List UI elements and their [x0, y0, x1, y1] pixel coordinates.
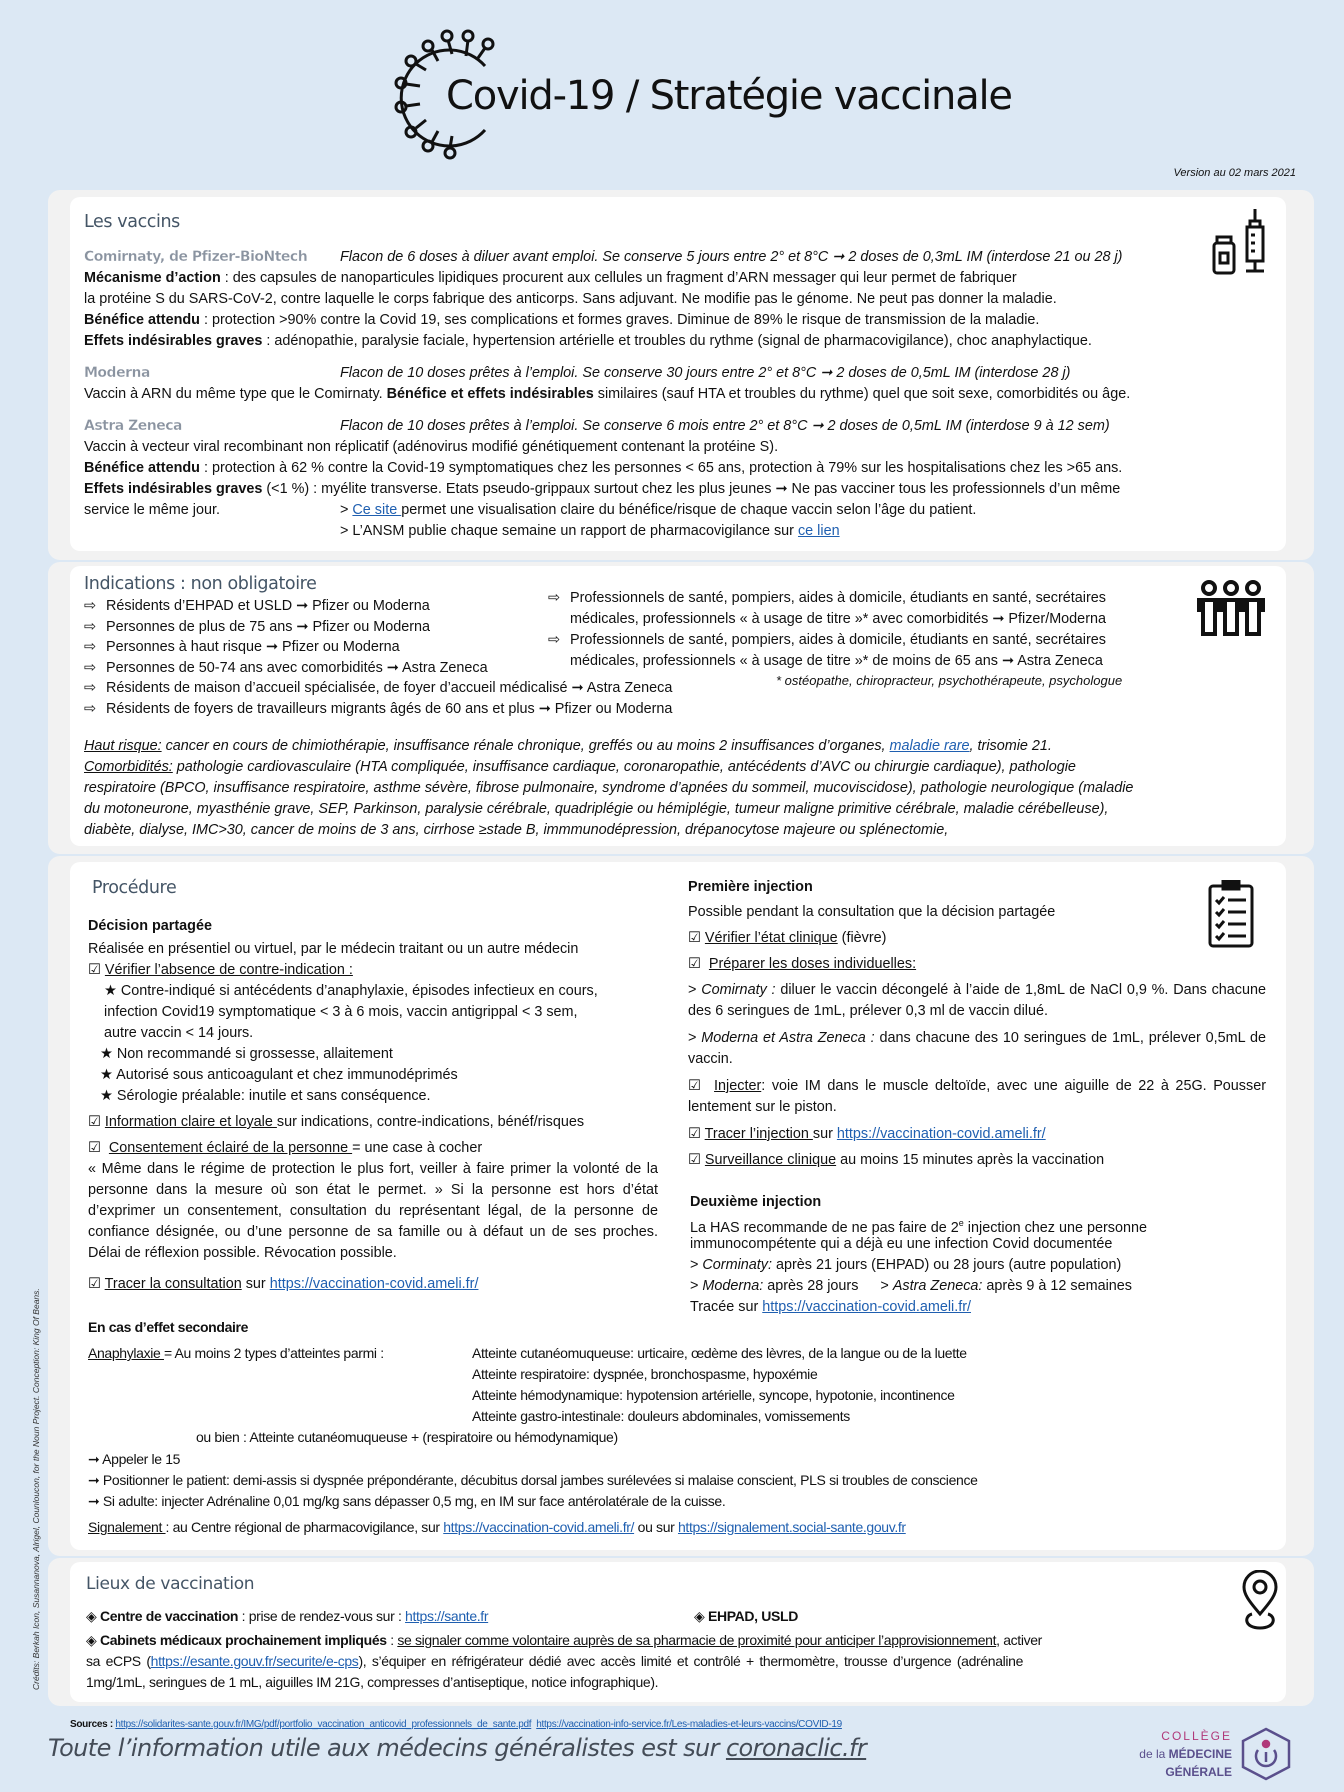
vaccine-astra-name: Astra Zeneca — [84, 418, 182, 434]
section-title: Procédure — [92, 878, 177, 898]
ehpad-usld: ◈ EHPAD, USLD — [694, 1608, 798, 1624]
comorbidites-def: Comorbidités: pathologie cardiovasculaire (HTA compliquée, insuffisance cardiaque, coronaropathie, antécédents d’AVC ou chirurgie cardiaque), pathologie — [84, 759, 1076, 775]
moderna-description: Vaccin à ARN du même type que le Comirnaty. Bénéfice et effets indésirables similaires (sauf HTA et troubles du rythme) quel que soit sexe, comorbidités ou âge. — [84, 386, 1131, 402]
indication-left-item: ⇨ Résidents de maison d’accueil spécialisée, de foyer d’accueil médicalisé ➞ Astra Zeneca — [84, 678, 672, 699]
ci-item-cont: autre vaccin < 14 jours. — [104, 1025, 254, 1041]
checkbox-icon: ☑ — [688, 1126, 701, 1142]
indication-right-item-cont: médicales, professionnels « à usage de titre »* de moins de 65 ans ➞ Astra Zeneca — [570, 653, 1103, 669]
astra-adverse: Effets indésirables graves (<1 %) : myélite transverse. Etats pseudo-grippaux surtout chez les plus jeunes ➞ Ne pas vacciner tous les professionnels d’un même — [84, 481, 1121, 497]
ansm-note: > L’ANSM publie chaque semaine un rapport de pharmacovigilance sur ce lien — [340, 523, 840, 539]
decision-title: Décision partagée — [88, 918, 212, 934]
coronaclic-link[interactable]: coronaclic.fr — [725, 1734, 867, 1762]
atteinte-item: Atteinte cutanéomuqueuse: urticaire, œdème des lèvres, de la langue ou de la luette — [472, 1345, 967, 1361]
cabinets-medicaux-cont: sa eCPS (https://esante.gouv.fr/securite/e-cps), s’équiper en réfrigérateur dédié avec accès limité et contrôlé + thermomètre, trousse d’urgence (adrénaline — [86, 1653, 1024, 1669]
comirnaty-benefit: Bénéfice attendu : protection >90% contre la Covid 19, ses complications et formes graves. Diminue de 89% le risque de transmission de la maladie. — [84, 312, 1040, 328]
indication-left-item: ⇨ Personnes de plus de 75 ans ➞ Pfizer ou Moderna — [84, 617, 430, 638]
comirnaty-adverse: Effets indésirables graves : adénopathie, paralysie faciale, hypertension artérielle et troubles du rythme (signal de pharmacovigilance), choc anaphylactique. — [84, 333, 1092, 349]
check-tracer-injection: ☑ Tracer l’injection sur https://vaccination-covid.ameli.fr/ — [688, 1126, 1046, 1142]
star-icon: ★ — [100, 1046, 113, 1062]
vial-syringe-icon — [1210, 209, 1272, 283]
credits: Crédits: Berkah Icon, Susannanova, Alrigel, Counloucon, for the Noun Project. Conception: King Of Beans. — [31, 1288, 41, 1690]
section-title: Indications : non obligatoire — [84, 574, 317, 594]
check-consent: ☑ Consentement éclairé de la personne = une case à cocher — [88, 1140, 483, 1156]
tagline: Toute l’information utile aux médecins généralistes est sur coronaclic.fr — [48, 1734, 867, 1762]
centre-vaccination: ◈ Centre de vaccination : prise de rendez-vous sur : https://sante.fr — [86, 1608, 489, 1624]
star-icon: ★ — [100, 1088, 113, 1104]
checkbox-icon: ☑ — [88, 1140, 101, 1156]
indication-left-item: ⇨ Résidents de foyers de travailleurs migrants âgés de 60 ans et plus ➞ Pfizer ou Moderna — [84, 699, 672, 720]
ci-item-cont: infection Covid19 symptomatique < 3 à 6 mois, vaccin antigrippal < 3 sem, — [104, 1004, 578, 1020]
checkbox-icon: ☑ — [688, 930, 701, 946]
astra-adverse-cont: service le même jour. — [84, 502, 220, 518]
checkbox-icon: ☑ — [688, 956, 701, 972]
vaccins-section — [70, 197, 1286, 551]
indication-right-item-cont: médicales, professionnels « à usage de titre »* avec comorbidités ➞ Pfizer/Moderna — [570, 611, 1106, 627]
source-link[interactable]: https://solidarites-sante.gouv.fr/IMG/pdf/portfolio_vaccination_anticovid_professionnels_de_sante.pdf — [115, 1719, 532, 1730]
vaccine-comirnaty-spec: Flacon de 6 doses à diluer avant emploi. Se conserve 5 jours entre 2° et 8°C ➞ 2 doses de 0,3mL IM (interdose 21 ou 28 j) — [340, 249, 1123, 265]
comirnaty-mechanism: Mécanisme d’action : des capsules de nanoparticules lipidiques procurent aux cellules un fragment d’ARN messager qui leur permet de fabriquer — [84, 270, 1017, 286]
ce-lien-link[interactable]: ce lien — [797, 523, 840, 539]
prep-moderna-astra: > Moderna et Astra Zeneca : dans chacune des 10 seringues de 1mL, prélever 0,5mL de vaccin. — [688, 1030, 1267, 1067]
ce-site-link[interactable]: Ce site — [352, 502, 402, 518]
atteinte-item: Atteinte hémodynamique: hypotension artérielle, syncope, hypotonie, incontinence — [472, 1387, 955, 1403]
astra-description: Vaccin à vecteur viral recombinant non réplicatif (adénovirus modifié génétiquement contenant la protéine S). — [84, 439, 779, 455]
action-item: ➞ Positionner le patient: demi-assis si dyspnée prépondérante, décubitus dorsal jambes surélevées si malaise conscient, PLS si troubles de conscience — [88, 1472, 978, 1488]
college-medecine-generale-logo: COLLÈGE de la MÉDECINE GÉNÉRALE — [1132, 1722, 1302, 1784]
deuxieme-corminaty: > Corminaty: après 21 jours (EHPAD) ou 28 jours (autre population) — [690, 1257, 1122, 1273]
deuxieme-tracee: Tracée sur https://vaccination-covid.ameli.fr/ — [690, 1299, 971, 1315]
action-item: ➞ Si adulte: injecter Adrénaline 0,01 mg/kg sans dépasser 0,5 mg, en IM sur face antérolatérale de la cuisse. — [88, 1493, 726, 1509]
check-preparer: ☑ Préparer les doses individuelles: — [688, 956, 917, 972]
atteinte-item: Atteinte gastro-intestinale: douleurs abdominales, vomissements — [472, 1408, 850, 1424]
lieux-section — [70, 1562, 1286, 1702]
ameli-link[interactable]: https://vaccination-covid.ameli.fr/ — [269, 1276, 479, 1292]
section-title: Les vaccins — [84, 212, 180, 232]
sources: Sources : https://solidarites-sante.gouv.fr/IMG/pdf/portfolio_vaccination_anticovid_professionnels_de_sante.pdf https://vaccination-info-service.fr/Les-maladies-et-leurs-vaccins/COVID-19 — [70, 1719, 842, 1730]
check-injecter: ☑ Injecter: voie IM dans le muscle deltoïde, avec une aiguille de 22 à 25G. Pousser lentement sur le piston. — [688, 1078, 1266, 1115]
ci-item: ★ Non recommandé si grossesse, allaitement — [100, 1046, 393, 1062]
procedure-section — [70, 862, 1286, 1550]
diamond-icon: ◈ — [694, 1608, 705, 1624]
action-item: ➞ Appeler le 15 — [88, 1451, 181, 1467]
ameli-link[interactable]: https://vaccination-covid.ameli.fr/ — [762, 1299, 971, 1315]
section-title: Lieux de vaccination — [86, 1574, 255, 1594]
signalement-link[interactable]: https://signalement.social-sante.gouv.fr — [677, 1519, 906, 1535]
check-verif-ci: ☑ Vérifier l’absence de contre-indication : — [88, 962, 353, 978]
checkbox-icon: ☑ — [688, 1078, 701, 1094]
check-information: ☑ Information claire et loyale sur indications, contre-indications, bénéf/risques — [88, 1114, 585, 1130]
indication-left-item: ⇨ Personnes à haut risque ➞ Pfizer ou Moderna — [84, 637, 400, 658]
college-logo-icon — [1238, 1726, 1294, 1782]
indication-right-item: ⇨ Professionnels de santé, pompiers, aides à domicile, étudiants en santé, secrétaires — [548, 632, 1106, 648]
comorbidites-def-cont: diabète, dialyse, IMC>30, cancer de moins de 3 ans, cirrhose ≥stade B, immmunodépression, drépanocytose majeure ou splénectomie, — [84, 822, 949, 838]
people-group-icon — [1196, 580, 1266, 636]
clipboard-checklist-icon — [1208, 880, 1254, 948]
diamond-icon: ◈ — [86, 1608, 97, 1624]
consent-quote: « Même dans le régime de protection le plus fort, veiller à faire primer la volonté de la personne dans la mesure où son état le permet. » Si la personne est hors d’état d’exprimer un consentement, consultation du représentant légal, de la personne de confiance désignée, ou d’une personne de sa famille ou à défaut un de ses proches. Délai de réflexion possible. Révocation possible. — [88, 1161, 658, 1261]
decision-intro: Réalisée en présentiel ou virtuel, par le médecin traitant ou un autre médecin — [88, 941, 579, 957]
indication-left-item: ⇨ Résidents d’EHPAD et USLD ➞ Pfizer ou Moderna — [84, 596, 430, 617]
header — [0, 20, 1344, 170]
ou-bien: ou bien : Atteinte cutanéomuqueuse + (respiratoire ou hémodynamique) — [196, 1429, 618, 1445]
arrow-bullet-icon: ⇨ — [84, 598, 97, 614]
deuxieme-title: Deuxième injection — [690, 1194, 822, 1210]
ci-item: ★ Sérologie préalable: inutile et sans conséquence. — [100, 1088, 431, 1104]
cabinets-medicaux: ◈ Cabinets médicaux prochainement impliqués : se signaler comme volontaire auprès de sa pharmacie de proximité pour anticiper l’approvisionnement, activer — [86, 1632, 1042, 1648]
checkbox-icon: ☑ — [88, 1114, 101, 1130]
arrow-bullet-icon: ⇨ — [84, 680, 97, 697]
arrow-bullet-icon: ⇨ — [84, 659, 97, 676]
checkbox-icon: ☑ — [88, 1276, 101, 1292]
comirnaty-mechanism-cont: la protéine S du SARS-CoV-2, contre laquelle le corps fabrique des anticorps. Sans adjuvant. Ne modifie pas le génome. Ne peut pas donner la maladie. — [84, 291, 1057, 307]
arrow-bullet-icon: ⇨ — [84, 701, 97, 717]
premiere-title: Première injection — [688, 879, 813, 895]
anaphylaxie-def: Anaphylaxie = Au moins 2 types d’atteintes parmi : — [88, 1345, 384, 1361]
ameli-link[interactable]: https://vaccination-covid.ameli.fr/ — [443, 1519, 635, 1535]
deuxieme-moderna-astra: > Moderna: après 28 jours > Astra Zeneca: après 9 à 12 semaines — [690, 1278, 1132, 1294]
check-etat-clinique: ☑ Vérifier l’état clinique (fièvre) — [688, 930, 887, 946]
vaccine-moderna-name: Moderna — [84, 365, 150, 381]
sante-link[interactable]: https://sante.fr — [405, 1608, 489, 1624]
astra-site-note: > Ce site permet une visualisation claire du bénéfice/risque de chaque vaccin selon l’âge du patient. — [340, 502, 977, 518]
ci-item: ★ Autorisé sous anticoagulant et chez immunodéprimés — [100, 1067, 458, 1083]
ci-item: ★ Contre-indiqué si antécédents d’anaphylaxie, épisodes infectieux en cours, — [104, 983, 598, 999]
source-link[interactable]: https://vaccination-info-service.fr/Les-maladies-et-leurs-vaccins/COVID-19 — [536, 1719, 842, 1730]
atteinte-item: Atteinte respiratoire: dyspnée, bronchospasme, hypoxémie — [472, 1366, 818, 1382]
deuxieme-line: immunocompétente qui a déjà eu une infection Covid documentée — [690, 1236, 1113, 1252]
comorbidites-def-cont: respiratoire (BPCO, insuffisance respiratoire, asthme sévère, fibrose pulmonaire, syndrome d’apnées du sommeil, mucoviscidose), pathologie neurologique (maladie — [84, 780, 1134, 796]
deuxieme-line: La HAS recommande de ne pas faire de 2e injection chez une personne — [690, 1218, 1148, 1236]
haut-risque-def: Haut risque: cancer en cours de chimiothérapie, insuffisance rénale chronique, greffés ou au moins 2 insuffisances d’organes, maladie rare, trisomie 21. — [84, 738, 1052, 754]
ameli-link[interactable]: https://vaccination-covid.ameli.fr/ — [836, 1126, 1046, 1142]
effet-title: En cas d’effet secondaire — [88, 1319, 249, 1335]
signalement: Signalement : au Centre régional de pharmacovigilance, sur https://vaccination-covid.ameli.fr/ ou sur https://signalement.social-sante.gouv.fr — [88, 1519, 906, 1535]
page-title: Covid-19 / Stratégie vaccinale — [446, 73, 1012, 119]
cabinets-medicaux-cont: 1mg/1mL, seringues de 1 mL, aiguilles IM 21G, compresses d’antiseptique, notice infographique). — [86, 1674, 659, 1690]
star-icon: ★ — [104, 983, 117, 999]
prep-comirnaty: > Comirnaty : diluer le vaccin décongelé à l’aide de 1,8mL de NaCl 0,9 %. Dans chacune des 6 seringues de 1mL, prélever 0,3 ml de vaccin dilué. — [688, 982, 1266, 1019]
vaccine-moderna-spec: Flacon de 10 doses prêtes à l’emploi. Se conserve 30 jours entre 2° et 8°C ➞ 2 doses de 0,5mL IM (interdose 28 j) — [340, 365, 1071, 381]
star-icon: ★ — [100, 1067, 113, 1083]
comorbidites-def-cont: du motoneurone, myasthénie grave, SEP, Parkinson, paralysie cérébrale, quadriplégie ou hémiplégie, tumeur maligne primitive cérébrale, maladie cérébelleuse), — [84, 801, 1109, 817]
arrow-bullet-icon: ⇨ — [84, 639, 97, 656]
check-tracer-consultation: ☑ Tracer la consultation sur https://vaccination-covid.ameli.fr/ — [88, 1276, 479, 1292]
premiere-intro: Possible pendant la consultation que la décision partagée — [688, 904, 1056, 920]
vaccine-comirnaty-name: Comirnaty, de Pfizer-BioNtech — [84, 249, 308, 265]
map-pin-icon — [1240, 1570, 1280, 1632]
indication-left-item: ⇨ Personnes de 50-74 ans avec comorbidités ➞ Astra Zeneca — [84, 658, 488, 679]
checkbox-icon: ☑ — [688, 1152, 701, 1168]
astra-benefit: Bénéfice attendu : protection à 62 % contre la Covid-19 symptomatiques chez les personnes < 65 ans, protection à 79% sur les hospitalisations chez les >65 ans. — [84, 460, 1123, 476]
footnote: * ostéopathe, chiropracteur, psychothérapeute, psychologue — [776, 673, 1123, 688]
version-date: Version au 02 mars 2021 — [1173, 167, 1296, 179]
indications-section — [70, 566, 1286, 846]
checkbox-icon: ☑ — [88, 962, 101, 978]
ecps-link[interactable]: https://esante.gouv.fr/securite/e-cps — [150, 1653, 359, 1669]
maladie-rare-link[interactable]: maladie rare — [889, 738, 970, 754]
vaccine-astra-spec: Flacon de 10 doses prêtes à l’emploi. Se conserve 6 mois entre 2° et 8°C ➞ 2 doses de 0,5mL IM (interdose 9 à 12 sem) — [340, 418, 1110, 434]
arrow-bullet-icon: ⇨ — [84, 618, 97, 635]
diamond-icon: ◈ — [86, 1632, 97, 1648]
check-surveillance: ☑ Surveillance clinique au moins 15 minutes après la vaccination — [688, 1152, 1105, 1168]
indication-right-item: ⇨ Professionnels de santé, pompiers, aides à domicile, étudiants en santé, secrétaires — [548, 590, 1106, 606]
